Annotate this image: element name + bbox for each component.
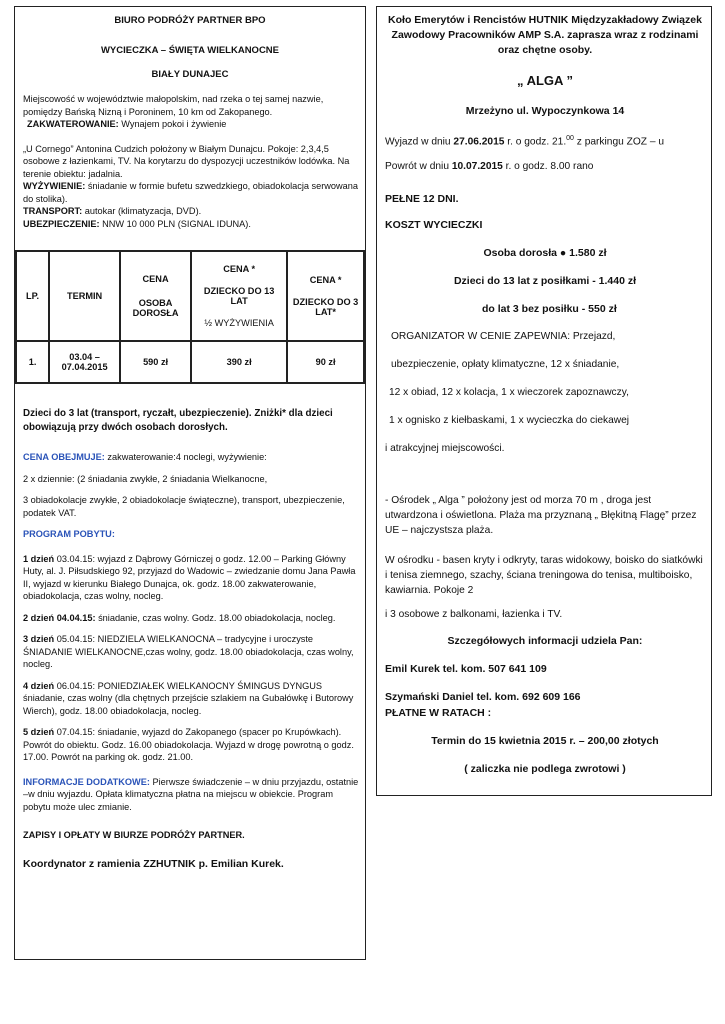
includes-line-3: 3 obiadokolacje zwykłe, 2 obiadokolacje świąteczne), transport, ubezpieczenie, podatek VAT. (23, 495, 345, 518)
discount-note: Dzieci do 3 lat (transport, ryczałt, ubezpieczenie). Zniżki* dla dzieci obowiązują przy dwóch osobach dorosłych. (23, 408, 333, 433)
row-lp: 1. (16, 341, 49, 383)
row-term: 03.04 – 07.04.2015 (49, 341, 120, 383)
organizer-line-1: ORGANIZATOR W CENIE ZAPEWNIA: Przejazd, (391, 331, 616, 342)
organizer-line-4: 1 x ognisko z kiełbaskami, 1 x wycieczka do ciekawej (389, 415, 630, 426)
agency-header: BIURO PODRÓŻY PARTNER BPO (114, 15, 266, 26)
deposit-note: ( zaliczka nie podlega zwrotowi ) (464, 763, 626, 775)
departure-line: Wyjazd w dniu 27.06.2015 r. o godz. 21.00 z parkingu ZOZ – u (385, 135, 664, 148)
full-days: PEŁNE 12 DNI. (385, 193, 459, 205)
return-line: Powrót w dniu 10.07.2015 r. o godz. 8.00 rano (385, 161, 594, 172)
cost-heading: KOSZT WYCIECZKI (385, 219, 483, 231)
extra-info: INFORMACJE DODATKOWE: Pierwsze świadczenie – w dniu przyjazdu, ostatnie –w dniu wyjazdu. Opłata klimatyczna płatna na miejscu w obiekcie. Program pobytu może ulec zmianie. (23, 776, 359, 812)
contact-kurek: Emil Kurek tel. kom. 507 641 109 (385, 663, 547, 675)
col-term: TERMIN (49, 251, 120, 341)
trip-info (23, 93, 359, 230)
col-lp: LP. (16, 251, 49, 341)
day-5: 5 dzień 07.04.15: śniadanie, wyjazd do Zakopanego (spacer po Krupówkach). Powrót do obiektu. Godz. 16.00 obiadokolacja. Wyjazd w drogę powrotną o godz. 17.00. Powrót na parking ok. godz. 21.00. (23, 727, 354, 762)
program-section (23, 407, 359, 879)
day-1: 1 dzień 03.04.15: wyjazd z Dąbrowy Górniczej o godz. 12.00 – Parking Główny Huty, al. J. Piłsudskiego 92, przyjazd do Wadowic – zwiedzanie domu Jana Pawła II, wyjazd w kierunku Białego Dunajca, ok. godz. 18.00 zakwaterowanie, obiadokolacja, czas wolny, nocleg. (23, 553, 356, 601)
organizer-line-5: i atrakcyjnej miejscowości. (385, 443, 505, 454)
day-4: 4 dzień 06.04.15: PONIEDZIAŁEK WIELKANOCNY ŚMINGUS DYNGUS śniadanie, czas wolny (dla chętnych przejście szlakiem na Gubałówkę i Butorowy Wierch), godz. 18.00 obiadokolacja, nocleg. (23, 680, 354, 716)
trip-title: WYCIECZKA – ŚWIĘTA WIELKANOCNE (100, 45, 280, 56)
day-2: 2 dzień 04.04.15: śniadanie, czas wolny. Godz. 18.00 obiadokolacja, nocleg. (23, 612, 336, 623)
program-heading: PROGRAM POBYTU: (23, 529, 115, 539)
club-header: Koło Emerytów i Rencistów HUTNIK Międzyzakładowy Związek Zawodowy Pracowników AMP S.A. zaprasza wraz z rodzinami oraz chętne osoby. (388, 14, 702, 56)
resort-description: - Ośrodek „ Alga ” położony jest od morza 70 m , droga jest utwardzona i oświetlona. Plaża ma przyznaną „ Błękitną Flagę” przez UE – najczystsza plaża. (385, 495, 697, 536)
payment-deadline: Termin do 15 kwietnia 2015 r. – 200,00 złotych (431, 735, 659, 747)
coordinator: Koordynator z ramienia ZZHUTNIK p. Emilian Kurek. (23, 857, 284, 870)
accommodation-line: ZAKWATEROWANIE: Wynajem pokoi i żywienie (27, 119, 227, 129)
day-3: 3 dzień 05.04.15: NIEDZIELA WIELKANOCNA – tradycyjne i uroczyste ŚNIADANIE WIELKANOCNE,czas wolny, godz. 18.00 obiadokolacja, czas wolny, nocleg. (23, 634, 354, 669)
insurance-line: UBEZPIECZENIE: NNW 10 000 PLN (SIGNAL IDUNA). (23, 218, 251, 229)
price-adult: Osoba dorosła ● 1.580 zł (483, 247, 607, 259)
col-child13: CENA * DZIECKO DO 13 LAT ½ WYŻYWIENIA (191, 251, 287, 341)
price-child3: do lat 3 bez posiłku - 550 zł (482, 303, 617, 315)
place-text: „U Cornego” Antonina Cudzich położony w Białym Dunajcu. Pokoje: 2,3,4,5 osobowe z łazienkami, TV. Na korytarzu do dyspozycji uczestników lodówka. Na terenie obiektu: jadalnia. (23, 143, 350, 179)
row-adult-price: 590 zł (120, 341, 191, 383)
resort-address: Mrzeżyno ul. Wypoczynkowa 14 (465, 105, 625, 117)
organizer-line-2: ubezpieczenie, opłaty klimatyczne, 12 x śniadanie, (391, 359, 620, 370)
row-child13-price: 390 zł (191, 341, 287, 383)
destination: BIAŁY DUNAJEC (151, 69, 229, 80)
facilities: W ośrodku - basen kryty i odkryty, taras widokowy, boisko do siatkówki i tenisa ziemnego, szachy, ściana treningowa do tenisa, multiboisko, kawiarnia. Pokoje 2 (385, 555, 703, 596)
right-flyer (376, 6, 712, 796)
price-table (15, 250, 365, 384)
left-flyer (14, 6, 366, 960)
food-line: WYŻYWIENIE: śniadanie w formie bufetu szwedzkiego, obiadokolacja serwowana do stolika). (23, 181, 358, 204)
includes-line-2: 2 x dziennie: (2 śniadania zwykłe, 2 śniadania Wielkanocne, (23, 473, 268, 484)
table-row (16, 341, 364, 383)
intro-text: Miejscowość w województwie małopolskim, nad rzeka o tej samej nazwie, pomiędzy Bańską Nizną i Poroninem, 10 km od Zakopanego. (23, 94, 324, 117)
signup-note: ZAPISY I OPŁATY W BIURZE PODRÓŻY PARTNER. (23, 830, 245, 840)
installments: PŁATNE W RATACH : (385, 707, 492, 719)
info-heading: Szczegółowych informacji udziela Pan: (447, 635, 643, 647)
rooms: i 3 osobowe z balkonami, łazienka i TV. (385, 609, 563, 620)
price-child13: Dzieci do 13 lat z posiłkami - 1.440 zł (453, 275, 637, 287)
transport-line: TRANSPORT: autokar (klimatyzacja, DVD). (23, 206, 202, 216)
resort-name: „ ALGA ” (516, 73, 574, 88)
col-child3: CENA * DZIECKO DO 3 LAT* (287, 251, 364, 341)
organizer-line-3: 12 x obiad, 12 x kolacja, 1 x wieczorek zapoznawczy, (389, 387, 629, 398)
table-header-row (16, 251, 364, 341)
row-child3-price: 90 zł (287, 341, 364, 383)
contact-szymanski: Szymański Daniel tel. kom. 692 609 166 (385, 691, 581, 703)
col-adult: CENA OSOBA DOROSŁA (120, 251, 191, 341)
includes-line: CENA OBEJMUJE: zakwaterowanie:4 noclegi, wyżywienie: (23, 452, 267, 462)
